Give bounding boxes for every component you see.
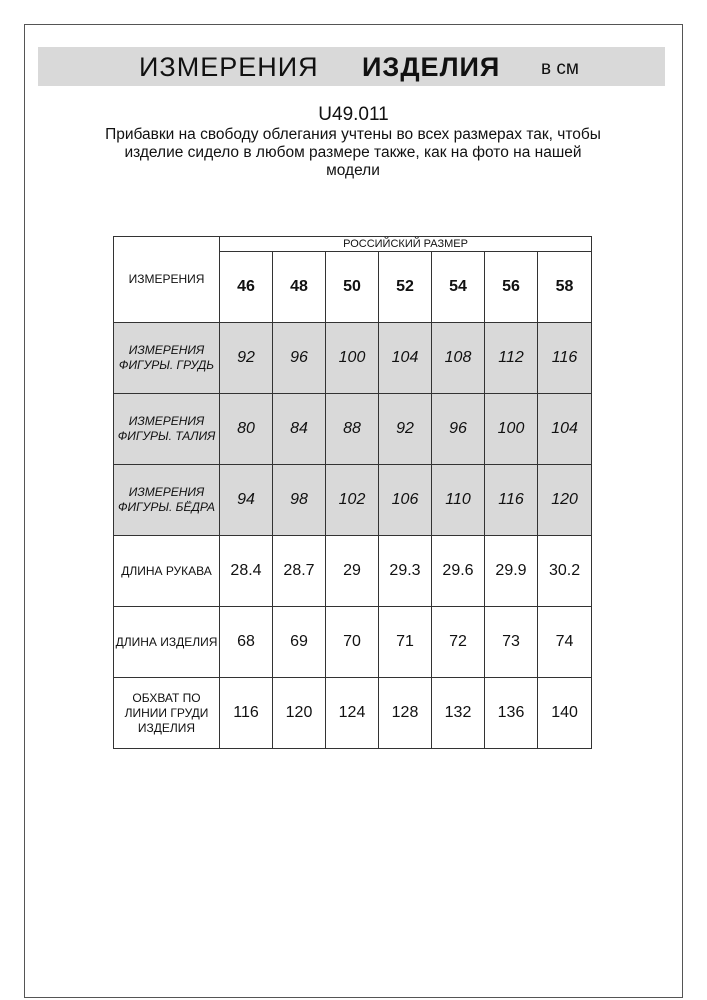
- value-cell: 30.2: [538, 536, 592, 607]
- fit-note: Прибавки на свободу облегания учтены во всех размерах так, чтобы изделие сидело в любом размере также, как на фото на нашей модели: [105, 126, 601, 179]
- value-cell: 28.4: [220, 536, 273, 607]
- value-cell: 94: [220, 465, 273, 536]
- value-cell: 29: [326, 536, 379, 607]
- size-group-label: РОССИЙСКИЙ РАЗМЕР: [220, 237, 592, 252]
- value-cell: 71: [379, 607, 432, 678]
- value-cell: 29.3: [379, 536, 432, 607]
- size-header-cell: 50: [326, 252, 379, 323]
- value-cell: 128: [379, 678, 432, 749]
- value-cell: 120: [538, 465, 592, 536]
- value-cell: 69: [273, 607, 326, 678]
- header-title-measurements: ИЗМЕРЕНИЯ: [139, 52, 319, 82]
- row-label: ДЛИНА ИЗДЕЛИЯ: [114, 607, 220, 678]
- value-cell: 73: [485, 607, 538, 678]
- value-cell: 136: [485, 678, 538, 749]
- value-cell: 28.7: [273, 536, 326, 607]
- value-cell: 110: [432, 465, 485, 536]
- corner-label: ИЗМЕРЕНИЯ: [114, 237, 220, 323]
- value-cell: 84: [273, 394, 326, 465]
- value-cell: 124: [326, 678, 379, 749]
- value-cell: 92: [220, 323, 273, 394]
- value-cell: 132: [432, 678, 485, 749]
- value-cell: 98: [273, 465, 326, 536]
- table-row: [114, 607, 592, 678]
- value-cell: 88: [326, 394, 379, 465]
- value-cell: 102: [326, 465, 379, 536]
- value-cell: 100: [326, 323, 379, 394]
- value-cell: 80: [220, 394, 273, 465]
- value-cell: 72: [432, 607, 485, 678]
- value-cell: 104: [538, 394, 592, 465]
- table-row: [114, 536, 592, 607]
- table-row: [114, 465, 592, 536]
- size-header-cell: 54: [432, 252, 485, 323]
- value-cell: 29.6: [432, 536, 485, 607]
- row-label: ОБХВАТ ПО ЛИНИИ ГРУДИ ИЗДЕЛИЯ: [114, 678, 220, 749]
- value-cell: 96: [273, 323, 326, 394]
- value-cell: 116: [485, 465, 538, 536]
- value-cell: 116: [538, 323, 592, 394]
- row-label: ИЗМЕРЕНИЯ ФИГУРЫ. ТАЛИЯ: [114, 394, 220, 465]
- header-unit: в см: [541, 58, 579, 79]
- size-header-cell: 46: [220, 252, 273, 323]
- row-label: ДЛИНА РУКАВА: [114, 536, 220, 607]
- value-cell: 70: [326, 607, 379, 678]
- table-row: [114, 678, 592, 749]
- size-table: [113, 236, 592, 749]
- product-code: U49.011: [318, 104, 389, 125]
- row-label: ИЗМЕРЕНИЯ ФИГУРЫ. БЁДРА: [114, 465, 220, 536]
- value-cell: 108: [432, 323, 485, 394]
- value-cell: 68: [220, 607, 273, 678]
- value-cell: 100: [485, 394, 538, 465]
- value-cell: 96: [432, 394, 485, 465]
- table-row: [114, 323, 592, 394]
- value-cell: 104: [379, 323, 432, 394]
- row-label: ИЗМЕРЕНИЯ ФИГУРЫ. ГРУДЬ: [114, 323, 220, 394]
- header-title-product: ИЗДЕЛИЯ: [362, 52, 501, 82]
- table-row: [114, 394, 592, 465]
- value-cell: 140: [538, 678, 592, 749]
- value-cell: 112: [485, 323, 538, 394]
- value-cell: 92: [379, 394, 432, 465]
- size-header-cell: 48: [273, 252, 326, 323]
- value-cell: 106: [379, 465, 432, 536]
- size-header-cell: 52: [379, 252, 432, 323]
- value-cell: 120: [273, 678, 326, 749]
- value-cell: 116: [220, 678, 273, 749]
- value-cell: 74: [538, 607, 592, 678]
- size-header-cell: 56: [485, 252, 538, 323]
- value-cell: 29.9: [485, 536, 538, 607]
- size-header-cell: 58: [538, 252, 592, 323]
